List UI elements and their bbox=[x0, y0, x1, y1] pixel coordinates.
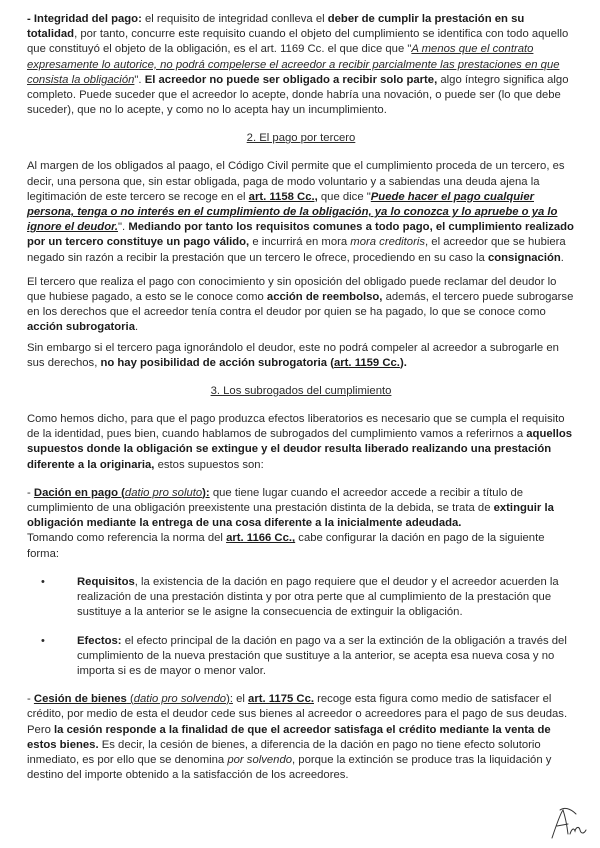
ref-art-1166: art. 1166 Cc., bbox=[226, 532, 296, 545]
quote-art-1169: A menos que el contrato expresamente lo autorice, no podrá compelerse el acreedor a recibir parcialmente las prestaciones en que consista la obligación bbox=[27, 43, 560, 86]
bullet-icon: • bbox=[41, 575, 45, 588]
ref-art-1158: art. 1158 Cc., bbox=[248, 190, 318, 203]
paragraph-subrogados: Como hemos dicho, para que el pago produzca efectos liberatorios es necesario que se cumpla el requisito de la identidad, pues bien, cuando hablamos de subrogados del cumplimiento vamos a referirnos a aquellos supuestos donde la obligación se extingue y el deudor resulta liberado realizando una prestación diferente a la originaria, estos supuestos son: bbox=[27, 413, 573, 471]
paragraph-integridad: - Integridad del pago: el requisito de integridad conlleva el deber de cumplir la prestación en su totalidad, por tanto, concurre este requisito cuando el objeto del cumplimiento se identifica con todo aquello que constituyó el objeto de la obligación, es el art. 1169 Cc. el que dice que "A menos que el contrato expresamente lo autorice, no podrá compelerse el acreedor a recibir parcialmente las prestaciones en que consista la obligación". El acreedor no puede ser obligado a recibir solo parte, algo íntegro significa algo completo. Puede suceder que el acreedor lo acepte, donde habría una novación, o puede ser (lo que debe suceder), que no lo acepte, y como no lo acepta hay un incumplimiento. bbox=[27, 13, 569, 117]
term-dacion-pago: Dación en pago bbox=[33, 486, 119, 499]
paragraph-dacion-pago: - Dación en pago (datio pro soluto): que tiene lugar cuando el acreedor accede a recibir a título de cumplimiento de una obligación preexistente una prestación distinta de la debida, se trata de extinguir la obligación mediante la entrega de una cosa diferente a la inicialmente adeudada. bbox=[27, 486, 554, 530]
term-integridad: - Integridad del pago: bbox=[27, 13, 142, 25]
paragraph-accion-reembolso: El tercero que realiza el pago con conocimiento y sin oposición del obligado puede reclamar del deudor lo que hubiese pagado, a esto se le conoce como acción de reembolso, además, el tercero puede subrogarse en los derechos que el acreedor tenía contra el deudor por quien se ha pagado, lo que se conoce como acción subrogatoria. bbox=[27, 275, 574, 334]
heading-subrogados: 3. Los subrogados del cumplimiento bbox=[210, 385, 392, 398]
list-item-efectos: • Efectos: el efecto principal de la dación en pago va a ser la extinción de la obligación a través del cumplimiento de la nueva prestación que sustituye a la anterior, se acepta esa nueva cosa y no importa si es de mayor o menor valor. bbox=[41, 634, 567, 677]
term-cesion-bienes: Cesión de bienes bbox=[33, 693, 127, 706]
paragraph-art-1166: Tomando como referencia la norma del art. 1166 Cc., cabe configurar la dación en pago de la siguiente forma: bbox=[27, 532, 545, 560]
ref-art-1159: art. 1159 Cc. bbox=[333, 356, 400, 369]
paragraph-cesion-bienes: - Cesión de bienes (datio pro solvendo): el art. 1175 Cc. recoge esta figura como medio de satisfacer el crédito, por medio de esta el deudor cede sus bienes al acreedor o acreedores para el pago de sus deudas. Pero la cesión responde a la finalidad de que el acreedor satisfaga el crédito mediante la venta de estos bienes. Es decir, la cesión de bienes, a diferencia de la dación en pago no tiene efecto solutorio inmediato, es por ello que se denomina por solvendo, porque la extinción se produce tras la liquidación y destino del importe obtenido a la satisfacción de los acreedores. bbox=[27, 693, 568, 782]
ref-art-1175: art. 1175 Cc. bbox=[248, 693, 314, 706]
bullet-icon: • bbox=[41, 634, 45, 647]
paragraph-pago-tercero: Al margen de los obligados al paago, el Código Civil permite que el cumplimiento proceda de un tercero, es decir, una persona que, sin estar obligada, paga de modo voluntario y a sabiendas una deuda ajena la legitimación de este tercero se recoge en el art. 1158 Cc., que dice "Puede hacer el pago cualquier persona, tenga o no interés en el cumplimiento de la obligación, ya lo conozca y lo apruebe o ya lo ignore el deudor.". Mediando por tanto los requisitos comunes a todo pago, el cumplimiento realizado por un tercero constituye un pago válido, e incurrirá en mora mora creditoris, el acreedor que se hubiera negado sin razón a recibir la prestación que un tercero le ofrece, procediendo en su caso la consignación. bbox=[27, 160, 574, 264]
list-item-requisitos: • Requisitos, la existencia de la dación en pago requiere que el deudor y el acreedor acuerden la realización de una prestación distinta y por otra perte que al cumplimiento de la prestación que sustituye a la anterior se le asigne la consecuencia de extinguir la obligación. bbox=[41, 575, 559, 619]
signature-mark bbox=[546, 804, 592, 844]
paragraph-sin-subrogacion: Sin embargo si el tercero paga ignorándolo el deudor, este no podrá compeler al acreedor a subrogarle en sus derechos, no hay posibilidad de acción subrogatoria (art. 1159 Cc.). bbox=[27, 341, 559, 369]
heading-pago-tercero: 2. El pago por tercero bbox=[246, 132, 356, 145]
document-page bbox=[27, 12, 575, 783]
quote-art-1158: Puede hacer el pago cualquier persona, tenga o no interés en el cumplimiento de la obligación, ya lo conozca y lo apruebe o ya lo ignore el deudor. bbox=[27, 190, 558, 234]
